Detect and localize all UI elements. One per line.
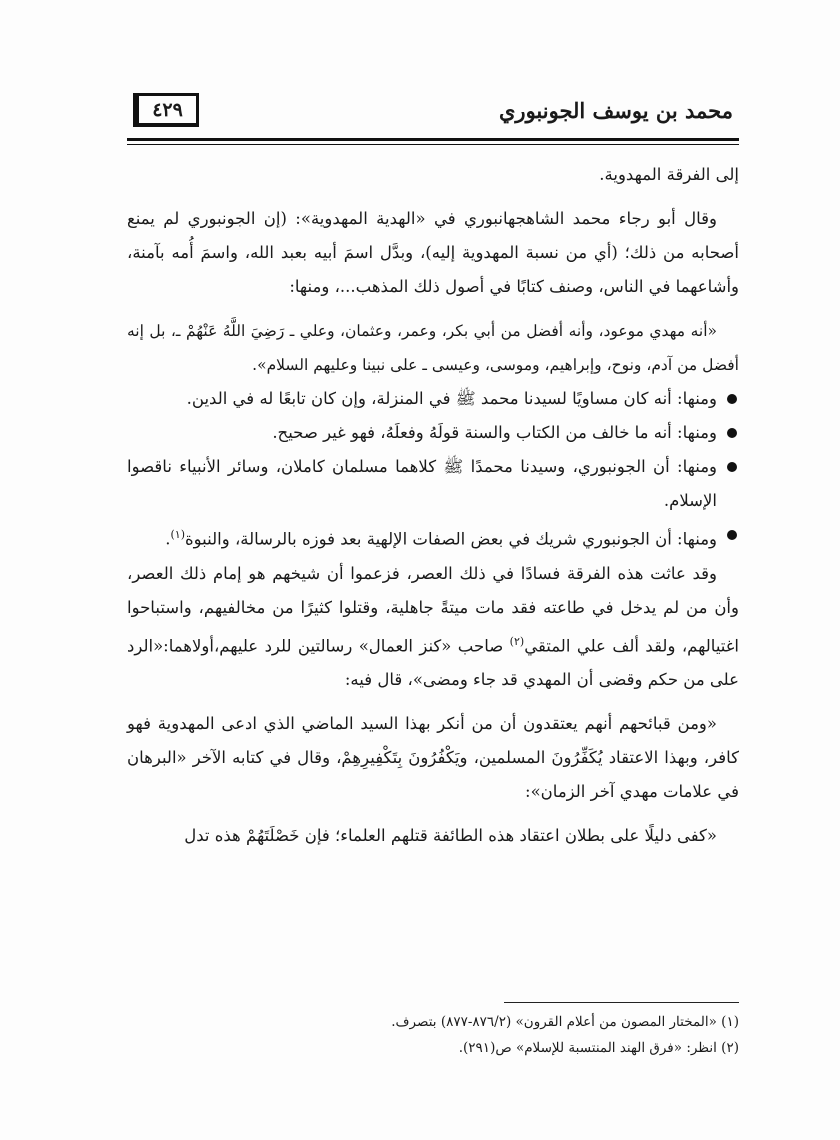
bullet-icon <box>727 530 737 540</box>
list-item <box>127 416 739 450</box>
list-item-text: ومنها: أنه ما خالف من الكتاب والسنة قولَهُ وفعلَهُ، فهو غير صحيح. <box>272 423 717 442</box>
header-rule-thin <box>127 144 739 145</box>
running-title: محمد بن يوسف الجونبوري <box>498 98 733 123</box>
quote-paragraph: «أنه مهدي موعود، وأنه أفضل من أبي بكر، وعمر، وعثمان، وعلي ـ رَضِيَ اللَّهُ عَنْهُمْ ـ، بل إنه أفضل من آدم، ونوح، وإبراهيم، وموسى، وعيسى ـ على نبينا وعليهم السلام». <box>127 322 739 374</box>
footnote-rule <box>504 1002 739 1003</box>
paragraph-5: «ومن قبائحهم أنهم يعتقدون أن من أنكر بهذا السيد الماضي الذي ادعى المهدوية فهو كافر، وبهذا الاعتقاد يُكَفِّرُونَ المسلمين، ويَكْفُرُونَ بِتَكْفِيرِهِمْ، وقال في كتابه الآخر «البرهان في علامات مهدي آخر الزمان»: <box>127 714 739 801</box>
paragraph-4 <box>127 557 739 698</box>
list-item: ومنها: أن الجونبوري شريك في بعض الصفات الإلهية بعد فوزه بالرسالة، والنبوة$^{(١)}$. <box>127 518 739 557</box>
footnote-1: (١) «المختار المصون من أعلام القرون» (٨٧٦/٢-٨٧٧) بتصرف. <box>391 1014 739 1030</box>
bullet-icon <box>727 428 737 438</box>
list-item <box>127 450 739 518</box>
list-item-text: ومنها: أنه كان مساويًا لسيدنا محمد ﷺ في المنزلة، وإن كان تابعًا له في الدين. <box>186 389 717 408</box>
main-text <box>127 158 739 853</box>
footnote-ref: (٢) <box>509 634 525 648</box>
footnote-ref: (١) <box>170 528 185 541</box>
header-rule-thick <box>127 138 739 141</box>
page-number: ٤٢٩ <box>152 98 183 121</box>
bullet-icon <box>727 462 737 472</box>
bullet-icon <box>727 394 737 404</box>
page-header <box>127 86 739 148</box>
paragraph-1: إلى الفرقة المهدوية. <box>599 165 739 184</box>
paragraph-6: «كفى دليلًا على بطلان اعتقاد هذه الطائفة قتلهم العلماء؛ فإن خَصْلَتَهُمْ هذه تدل <box>184 826 717 845</box>
list-item-text: ومنها: أن الجونبوري، وسيدنا محمدًا ﷺ كلاهما مسلمان كاملان، وسائر الأنبياء ناقصوا الإسلام. <box>127 457 717 510</box>
list-item-text: ومنها: أن الجونبوري شريك في بعض الصفات الإلهية بعد فوزه بالرسالة، والنبوة <box>185 529 717 549</box>
page-number-box <box>133 93 199 127</box>
footnote-2: (٢) انظر: «فرق الهند المنتسبة للإسلام» ص(٢٩١). <box>458 1040 739 1056</box>
paragraph-4-part-b: صاحب «كنز العمال» رسالتين للرد عليهم،أولاهما:«الرد على من حكم وقضى أن المهدي قد جاء ومضى»، قال فيه: <box>127 636 739 689</box>
list-item <box>127 382 739 416</box>
paragraph-2: وقال أبو رجاء محمد الشاهجهانبوري في «الهدية المهدوية»: (إن الجونبوري لم يمنع أصحابه من ذلك؛ (أي من نسبة المهدوية إليه)، وبدَّل اسمَ أبيه بعبد الله، واسمَ أُمه بآمنة، وأشاعهما في الناس، وصنف كتابًا في أصول ذلك المذهب...، ومنها: <box>127 209 739 296</box>
paragraph-4-part-a: وقد عاثت هذه الفرقة فسادًا في ذلك العصر، فزعموا أن شيخهم هو إمام ذلك العصر، وأن من لم يدخل في طاعته فقد مات ميتةً جاهلية، وقتلوا كثيرًا من مخالفيهم، واستباحوا اغتيالهم، ولقد ألف علي المتقي <box>127 563 739 655</box>
